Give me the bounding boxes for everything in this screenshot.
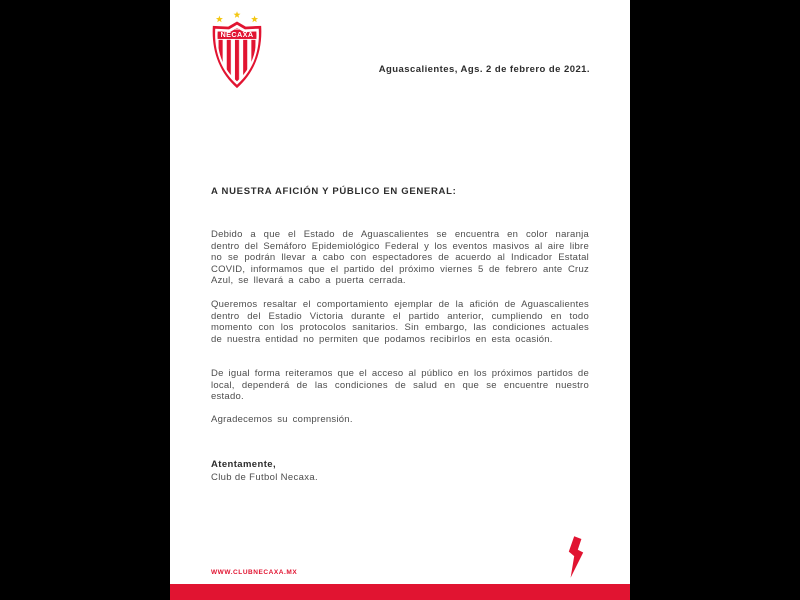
- footer-red-bar: [170, 584, 630, 600]
- letter-paragraph: Queremos resaltar el comportamiento ejemplar de la afición de Aguascalientes dentro del Estadio Victoria durante el partido anterior, cumpliendo en todo momento con los protocolos sanitarios. Sin embargo, las condiciones actuales de nuestra entidad no permiten que podamos recibirlos en esta ocasión.: [211, 299, 589, 345]
- star-icon: [216, 11, 258, 22]
- website-url: WWW.CLUBNECAXA.MX: [211, 569, 298, 576]
- crest-wordmark: NECAXA: [220, 30, 254, 40]
- letterbox-right: [630, 0, 800, 600]
- letter-page: [170, 0, 630, 600]
- lightning-bolt-icon: [567, 536, 585, 578]
- letterbox-left: [0, 0, 170, 600]
- letter-date: Aguascalientes, Ags. 2 de febrero de 2021.: [378, 64, 590, 75]
- letter-signature: Club de Futbol Necaxa.: [211, 472, 318, 483]
- letter-heading: A NUESTRA AFICIÓN Y PÚBLICO EN GENERAL:: [211, 186, 457, 197]
- letter-closing: Atentamente,: [211, 459, 276, 470]
- letter-paragraph: Agradecemos su comprensión.: [211, 414, 353, 425]
- letter-paragraph: De igual forma reiteramos que el acceso al público en los próximos partidos de local, dependerá de las condiciones de salud en que se encuentre nuestro estado.: [211, 368, 589, 403]
- letter-paragraph: Debido a que el Estado de Aguascalientes se encuentra en color naranja dentro del Semáforo Epidemiológico Federal y los eventos masivos al aire libre no se podrán llevar a cabo con espectadores de acuerdo al Indicador Estatal COVID, informamos que el partido del próximo viernes 5 de febrero ante Cruz Azul, se llevará a cabo a puerta cerrada.: [211, 229, 589, 287]
- necaxa-crest-icon: [204, 9, 270, 91]
